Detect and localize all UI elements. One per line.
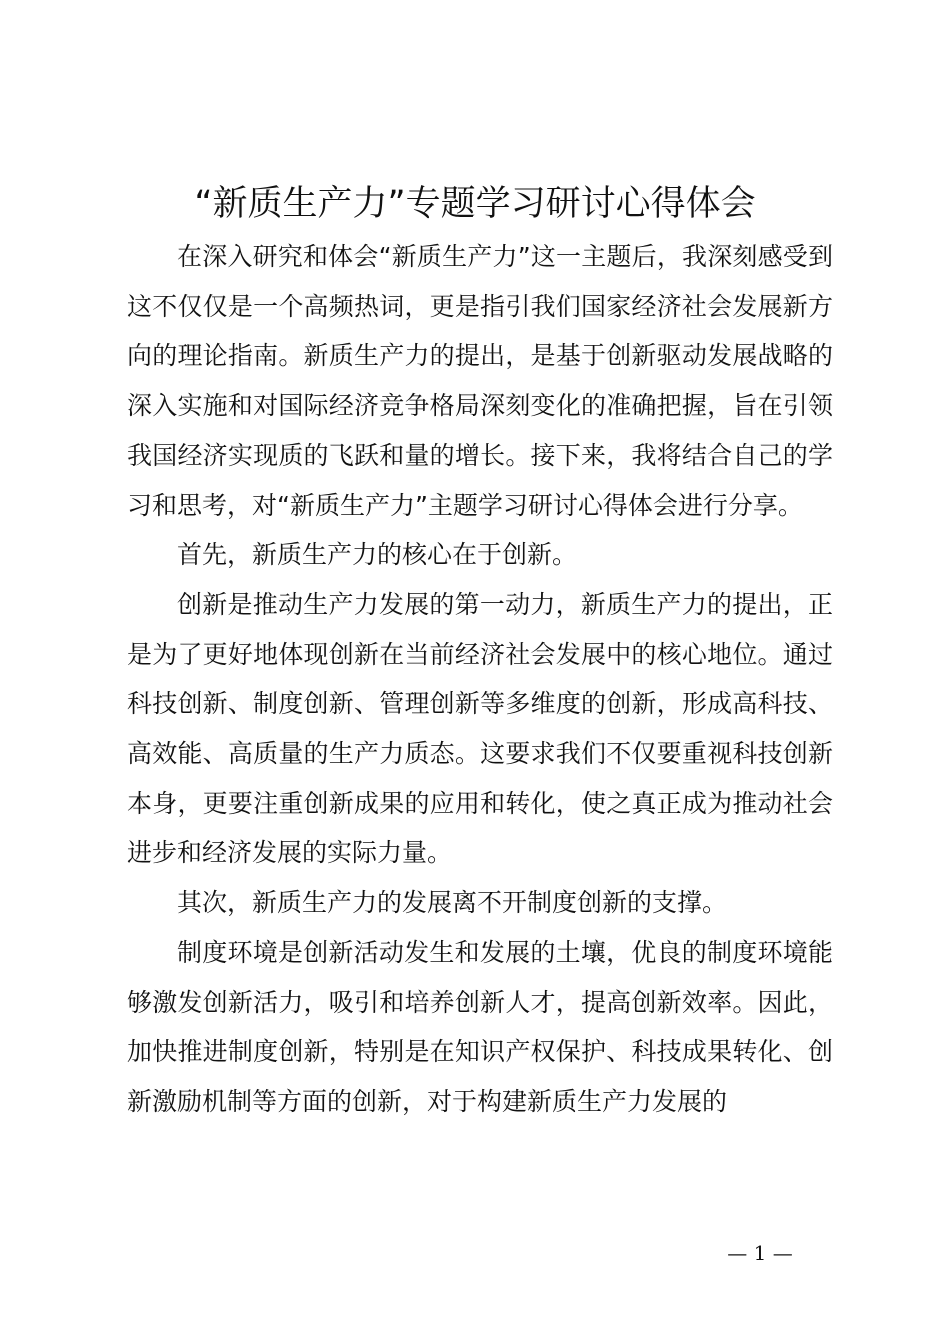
document-title: “新质生产力”专题学习研讨心得体会 — [194, 184, 756, 224]
paragraph-second-point: 其次，新质生产力的发展离不开制度创新的支撑。 — [177, 888, 728, 918]
paragraph-first-point: 首先，新质生产力的核心在于创新。 — [177, 540, 578, 570]
page-number: — 1 — — [727, 1241, 793, 1265]
paragraph-intro: 在深入研究和体会“新质生产力”这一主题后，我深刻感受到这不仅仅是一个高频热词，更是指引我们国家经济社会发展新方向的理论指南。新质生产力的提出，是基于创新驱动发展战略的深入实施和对国际经济竞争格局深刻变化的准确把握，旨在引领我国经济实现质的飞跃和量的增长。接下来，我将结合自己的学习和思考，对“新质生产力”主题学习研讨心得体会进行分享。 — [127, 242, 833, 520]
paragraph-innovation: 创新是推动生产力发展的第一动力，新质生产力的提出，正是为了更好地体现创新在当前经济社会发展中的核心地位。通过科技创新、制度创新、管理创新等多维度的创新，形成高科技、高效能、高质量的生产力质态。这要求我们不仅要重视科技创新本身，更要注重创新成果的应用和转化，使之真正成为推动社会进步和经济发展的实际力量。 — [127, 589, 833, 868]
paragraph-institutional-environment: 制度环境是创新活动发生和发展的土壤，优良的制度环境能够激发创新活力，吸引和培养创新人才，提高创新效率。因此，加快推进制度创新，特别是在知识产权保护、科技成果转化、创新激励机制等方面的创新，对于构建新质生产力发展的 — [127, 937, 833, 1116]
document-body — [127, 232, 833, 1127]
